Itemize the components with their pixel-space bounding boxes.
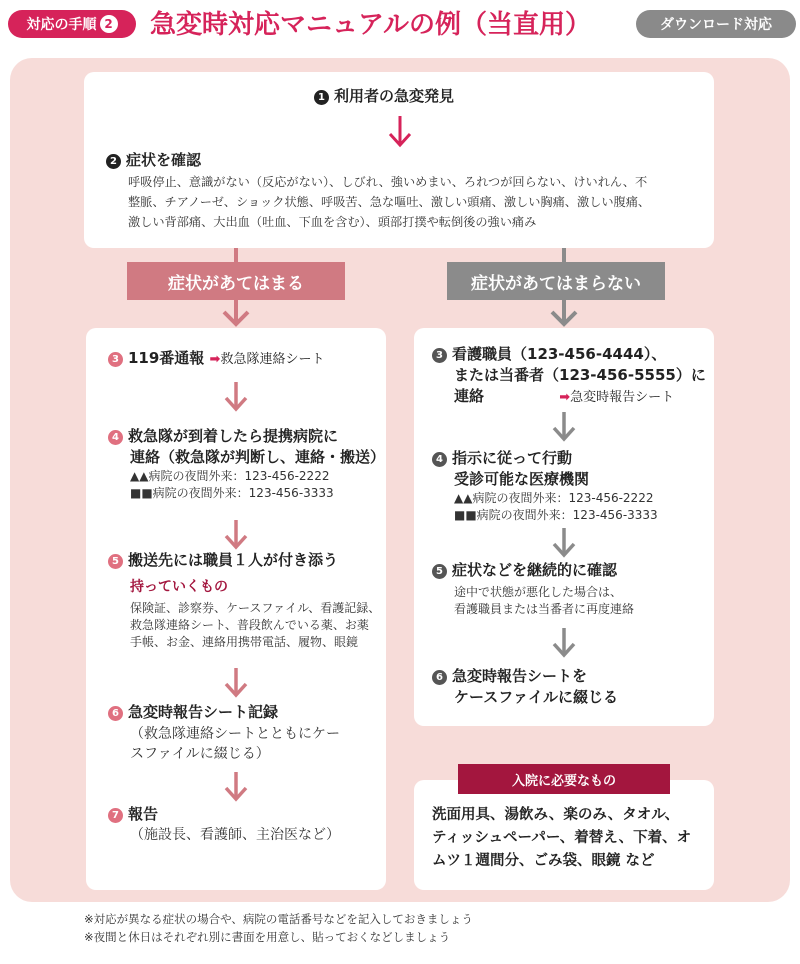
hospital-line: ▲▲病院の夜間外来：123-456-2222	[454, 491, 654, 505]
down-arrow-icon	[223, 666, 249, 700]
left-step6-title: 急変時報告シート記録	[128, 703, 279, 721]
right-step5-detail	[454, 584, 634, 618]
step-label: 対応の手順	[26, 17, 97, 33]
step-number: 2	[100, 15, 118, 33]
bring-line: 手帳、お金、連絡用携帯電話、履物、眼鏡	[130, 635, 359, 649]
down-arrow-icon	[224, 300, 248, 324]
hospital-line: ■■病院の夜間外来：123-456-3333	[454, 508, 658, 522]
right-step5	[432, 560, 617, 581]
right-step4-number: 4	[432, 452, 447, 467]
right-step6	[432, 666, 618, 708]
right-step5-number: 5	[432, 564, 447, 579]
admission-line: 洗面用具、湯飲み、楽のみ、タオル、	[432, 807, 680, 823]
symptom-line: 呼吸停止、意識がない（反応がない）、しびれ、強いめまい、ろれつが回らない、けいれん、不	[128, 175, 648, 189]
detail-line: （救急隊連絡シートとともにケー	[130, 726, 340, 742]
hospital-line: ■■病院の夜間外来：123-456-3333	[130, 486, 334, 500]
left-step4-title2: 連絡（救急隊が判断し、連絡・搬送）	[130, 448, 386, 466]
left-step5-title: 搬送先には職員１人が付き添う	[128, 551, 339, 569]
down-arrow-icon	[551, 626, 577, 660]
detail-line: 途中で状態が悪化した場合は、	[454, 585, 623, 599]
step2-title: 症状を確認	[126, 151, 202, 169]
left-step3-title: 119番通報	[128, 349, 205, 367]
down-arrow-icon	[551, 410, 577, 444]
bring-line: 保険証、診察券、ケースファイル、看護記録、	[130, 601, 381, 615]
symptom-line: 激しい背部痛、大出血（吐血、下血を含む）、頭部打撲や転倒後の強い痛み	[128, 215, 537, 229]
step2-number: 2	[106, 154, 121, 169]
left-step4-number: 4	[108, 430, 123, 445]
footnote: ※対応が異なる症状の場合や、病院の電話番号などを記入しておきましょう	[84, 912, 473, 926]
down-arrow-icon	[223, 518, 249, 552]
left-step6	[108, 702, 278, 723]
left-step4-title1: 救急隊が到着したら提携病院に	[128, 427, 339, 445]
right-step3-number: 3	[432, 348, 447, 363]
left-hospital-list	[130, 468, 334, 502]
down-arrow-icon	[223, 380, 249, 414]
step1-title: 利用者の急変発見	[334, 87, 455, 105]
download-badge: ダウンロード対応	[636, 10, 796, 38]
right-card	[414, 328, 714, 726]
admission-line: ムツ１週間分、ごみ袋、眼鏡 など	[432, 853, 655, 869]
right-step6-number: 6	[432, 670, 447, 685]
right-step3	[432, 344, 706, 408]
down-arrow-icon	[552, 300, 576, 324]
right-step3-title3-text: 連絡	[454, 387, 485, 405]
admission-label: 入院に必要なもの	[458, 764, 670, 794]
right-step6-title2: ケースファイルに綴じる	[454, 688, 618, 706]
left-card	[86, 328, 386, 890]
hospital-line: ▲▲病院の夜間外来：123-456-2222	[130, 469, 330, 483]
band-applies: 症状があてはまる	[127, 262, 345, 300]
right-step5-title: 症状などを継続的に確認	[452, 561, 618, 579]
admission-line: ティッシュペーパー、着替え、下着、オ	[432, 830, 692, 846]
left-step7	[108, 804, 158, 825]
left-step7-number: 7	[108, 808, 123, 823]
right-step4	[432, 448, 589, 490]
bring-line: 救急隊連絡シート、普段飲んでいる薬、お薬	[130, 618, 369, 632]
right-step3-title1: 看護職員（123-456-4444）、	[452, 345, 667, 363]
right-step3-link: 急変時報告シート	[570, 390, 675, 405]
bring-items-list	[130, 600, 380, 651]
right-step4-title2: 受診可能な医療機関	[454, 470, 590, 488]
left-step3	[108, 348, 324, 370]
footnotes	[84, 910, 473, 946]
left-step7-detail: （施設長、看護師、主治医など）	[130, 827, 340, 843]
bring-items-heading: 持っていくもの	[130, 579, 228, 595]
detail-line: 看護職員または当番者に再度連絡	[454, 602, 635, 616]
right-hospital-list	[454, 490, 658, 524]
symptom-line: 整脈、チアノーゼ、ショック状態、呼吸苦、急な嘔吐、激しい頭痛、激しい胸痛、激しい腹痛、	[128, 195, 651, 209]
right-arrow-icon: ➡	[559, 390, 571, 405]
right-arrow-icon: ➡	[209, 352, 221, 367]
down-arrow-icon	[223, 770, 249, 804]
right-step6-title1: 急変時報告シートを	[452, 667, 588, 685]
left-step5-number: 5	[108, 554, 123, 569]
admission-list	[432, 804, 691, 873]
left-step7-title: 報告	[128, 805, 159, 823]
right-step4-title1: 指示に従って行動	[452, 449, 573, 467]
footnote: ※夜間と休日はそれぞれ別に書面を用意し、貼っておくなどしましょう	[84, 930, 451, 944]
step1-number: 1	[314, 90, 329, 105]
left-step4	[108, 426, 385, 468]
detail-line: スファイルに綴じる）	[130, 746, 270, 762]
left-step6-number: 6	[108, 706, 123, 721]
left-step5	[108, 550, 338, 571]
left-step3-link: 救急隊連絡シート	[220, 352, 325, 367]
band-not-applies: 症状があてはまらない	[447, 262, 665, 300]
down-arrow-icon	[551, 526, 577, 560]
left-step3-number: 3	[108, 352, 123, 367]
right-step3-title2: または当番者（123-456-5555）に	[454, 366, 706, 384]
left-step6-detail	[130, 724, 340, 764]
page-title: 急変時対応マニュアルの例（当直用）	[150, 10, 591, 40]
right-step3-title3	[432, 386, 706, 408]
